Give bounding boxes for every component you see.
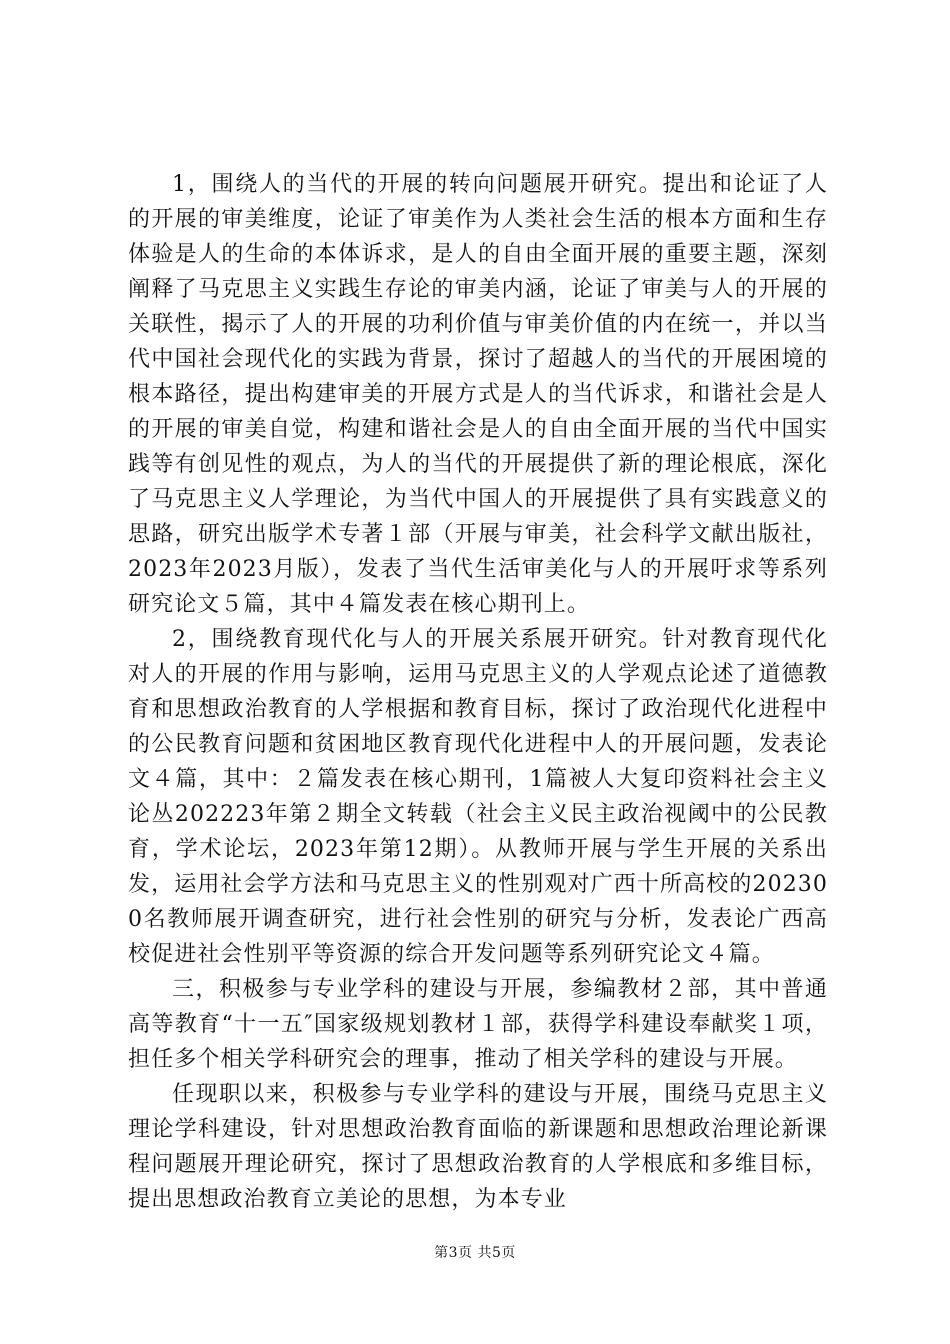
paragraph-1: 1，围绕人的当代的开展的转向问题展开研究。提出和论证了人的开展的审美维度，论证了审美作为人类社会生活的根本方面和生存体验是人的生命的本体诉求，是人的自由全面开展的重要主题，深刻阐释了马克思主义实践生存论的审美内涵，论证了审美与人的开展的关联性，揭示了人的开展的功利价值与审美价值的内在统一，并以当代中国社会现代化的实践为背景，探讨了超越人的当代的开展困境的根本路径，提出构建审美的开展方式是人的当代诉求，和谐社会是人的开展的审美自觉，构建和谐社会是人的自由全面开展的当代中国实践等有创见性的观点，为人的当代的开展提供了新的理论根底，深化了马克思主义人学理论，为当代中国人的开展提供了具有实践意义的思路，研究出版学术专著１部（开展与审美，社会科学文献出版社，2023年2023月版），发表了当代生活审美化与人的开展吁求等系列研究论文５篇，其中４篇发表在核心期刊上。 bbox=[128, 172, 828, 617]
document-body bbox=[128, 167, 828, 1217]
page-footer: 第3页 共5页 bbox=[434, 1245, 516, 1261]
paragraph-3: 三，积极参与专业学科的建设与开展，参编教材２部，其中普通高等教育“十一五″国家级规划教材１部，获得学科建设奉献奖１项，担任多个相关学科研究会的理事，推动了相关学科的建设与开展。 bbox=[128, 977, 828, 1072]
paragraph-4: 任现职以来，积极参与专业学科的建设与开展，围绕马克思主义理论学科建设，针对思想政治教育面临的新课题和思想政治理论新课程问题展开理论研究，探讨了思想政治教育的人学根底和多维目标，提出思想政治教育立美论的思想，为本专业 bbox=[128, 1082, 828, 1212]
paragraph-2: 2，围绕教育现代化与人的开展关系展开研究。针对教育现代化对人的开展的作用与影响，运用马克思主义的人学观点论述了道德教育和思想政治教育的人学根据和教育目标，探讨了政治现代化进程中的公民教育问题和贫困地区教育现代化进程中人的开展问题，发表论文４篇，其中：２篇发表在核心期刊，1篇被人大复印资料社会主义论丛202223年第２期全文转载（社会主义民主政治视阈中的公民教育，学术论坛，2023年第12期）。从教师开展与学生开展的关系出发，运用社会学方法和马克思主义的性别观对广西十所高校的202300名教师展开调查研究，进行社会性别的研究与分析，发表论广西高校促进社会性别平等资源的综合开发问题等系列研究论文４篇。 bbox=[128, 627, 828, 967]
